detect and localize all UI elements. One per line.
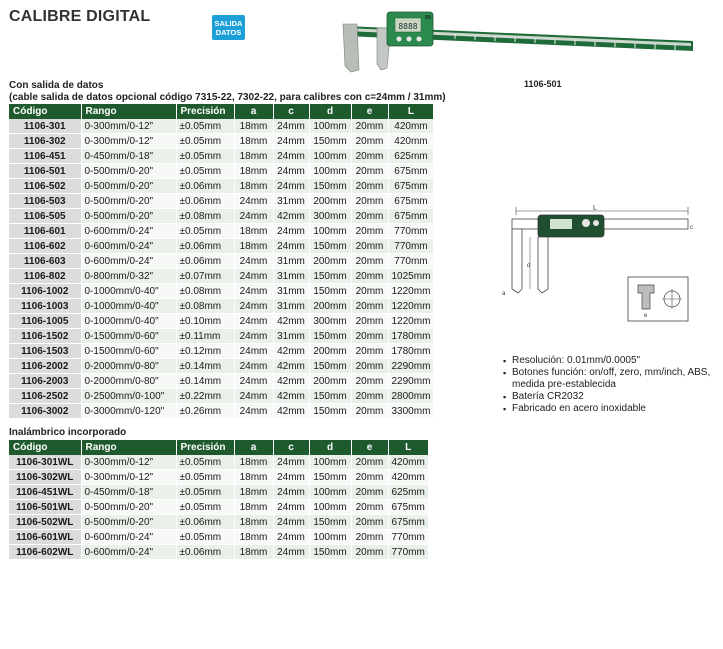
column-header: L [388, 104, 434, 119]
table-cell: 200mm [309, 374, 351, 389]
table-cell: 18mm [234, 239, 273, 254]
table-cell: 420mm [388, 470, 428, 485]
button-icon [397, 37, 402, 42]
table-cell: 20mm [351, 269, 388, 284]
table-cell: 0-600mm/0-24" [81, 545, 176, 560]
table-cell: 24mm [273, 470, 309, 485]
table-cell: 0-300mm/0-12" [81, 119, 176, 134]
table-cell: 24mm [273, 224, 309, 239]
table-cell: 24mm [273, 119, 309, 134]
feature-item: ▪ Fabricado en acero inoxidable [503, 403, 712, 415]
table-cell: 20mm [351, 239, 388, 254]
table-cell: 0-600mm/0-24" [81, 224, 176, 239]
cell-code: 1106-502WL [9, 515, 81, 530]
table-cell: 24mm [234, 404, 273, 419]
badge-line-1: SALIDA [214, 18, 243, 28]
table-cell: 0-300mm/0-12" [81, 455, 176, 470]
table-cell: 150mm [309, 329, 351, 344]
table-cell: 150mm [309, 134, 351, 149]
table-cell: 24mm [234, 359, 273, 374]
table-cell: 18mm [234, 119, 273, 134]
column-header: Código [9, 440, 81, 455]
spec-table-wireless [9, 440, 429, 560]
table-cell: 20mm [351, 134, 388, 149]
column-header: e [351, 440, 388, 455]
cell-code: 1106-2002 [9, 359, 81, 374]
table-row [9, 299, 434, 314]
cell-code: 1106-603 [9, 254, 81, 269]
table-row [9, 359, 434, 374]
label-a: a [502, 291, 506, 297]
table-cell: 20mm [351, 359, 388, 374]
table-cell: 0-600mm/0-24" [81, 254, 176, 269]
column-header: e [351, 104, 388, 119]
table-cell: 300mm [309, 209, 351, 224]
table-row [9, 329, 434, 344]
table-cell: 24mm [234, 194, 273, 209]
table-row [9, 389, 434, 404]
table-cell: 24mm [273, 455, 309, 470]
photo-caption: 1106-501 [524, 79, 562, 89]
label-c: c [690, 225, 693, 231]
cell-code: 1106-2003 [9, 374, 81, 389]
table-cell: 675mm [388, 515, 428, 530]
table-cell: 18mm [234, 134, 273, 149]
table-cell: 24mm [234, 389, 273, 404]
cell-code: 1106-1005 [9, 314, 81, 329]
table-cell: 20mm [351, 314, 388, 329]
table-cell: ±0.05mm [176, 134, 234, 149]
table-cell: 0-500mm/0-20" [81, 179, 176, 194]
table-cell: 625mm [388, 485, 428, 500]
table-cell: 675mm [388, 194, 434, 209]
table-cell: 0-1500mm/0-60" [81, 329, 176, 344]
table-cell: 675mm [388, 179, 434, 194]
table-cell: 20mm [351, 545, 388, 560]
table-cell: ±0.14mm [176, 359, 234, 374]
cell-code: 1106-1503 [9, 344, 81, 359]
table-row [9, 344, 434, 359]
table-cell: 150mm [309, 269, 351, 284]
table-cell: 42mm [273, 404, 309, 419]
table-cell: ±0.26mm [176, 404, 234, 419]
table-cell: 24mm [234, 329, 273, 344]
table-cell: 0-800mm/0-32" [81, 269, 176, 284]
table-row [9, 470, 428, 485]
table-cell: ±0.12mm [176, 344, 234, 359]
table-cell: 0-600mm/0-24" [81, 239, 176, 254]
table-cell: 150mm [309, 389, 351, 404]
cell-code: 1106-302 [9, 134, 81, 149]
feature-item: ▪ Resolución: 0.01mm/0.0005" [503, 355, 712, 367]
cell-code: 1106-302WL [9, 470, 81, 485]
table-cell: 20mm [351, 164, 388, 179]
table-cell: 20mm [351, 500, 388, 515]
table-cell: 1780mm [388, 344, 434, 359]
table-cell: 20mm [351, 455, 388, 470]
table-cell: ±0.14mm [176, 374, 234, 389]
table-cell: ±0.08mm [176, 284, 234, 299]
lcd-value: 8888 [398, 22, 418, 31]
column-header: d [309, 440, 351, 455]
table-cell: 24mm [273, 179, 309, 194]
column-header: Precisión [176, 104, 234, 119]
table-cell: 625mm [388, 149, 434, 164]
table-cell: 18mm [234, 149, 273, 164]
table-cell: ±0.06mm [176, 239, 234, 254]
table-cell: 31mm [273, 269, 309, 284]
table-cell: 20mm [351, 374, 388, 389]
table-cell: 1025mm [388, 269, 434, 284]
table-cell: 24mm [234, 299, 273, 314]
data-output-badge [212, 15, 245, 40]
table-row [9, 314, 434, 329]
table-row [9, 374, 434, 389]
badge-line-2: DATOS [215, 27, 242, 37]
table-cell: 18mm [234, 164, 273, 179]
table-cell: ±0.08mm [176, 299, 234, 314]
table-cell: ±0.10mm [176, 314, 234, 329]
table-cell: 18mm [234, 485, 273, 500]
table-cell: ±0.06mm [176, 194, 234, 209]
table-cell: 150mm [309, 404, 351, 419]
table-cell: 0-300mm/0-12" [81, 470, 176, 485]
table-cell: 420mm [388, 134, 434, 149]
table-cell: 100mm [309, 224, 351, 239]
table-cell: 100mm [309, 485, 351, 500]
cell-code: 1106-1002 [9, 284, 81, 299]
table-cell: 0-300mm/0-12" [81, 134, 176, 149]
table-cell: 0-600mm/0-24" [81, 530, 176, 545]
table-row [9, 269, 434, 284]
table-cell: 18mm [234, 530, 273, 545]
table-cell: 2290mm [388, 374, 434, 389]
section-title-line-2: (cable salida de datos opcional código 7315-22, 7302-22, para calibres con c=24mm / 31mm) [9, 92, 446, 103]
table-cell: 0-2500mm/0-100" [81, 389, 176, 404]
cell-code: 1106-802 [9, 269, 81, 284]
cell-code: 1106-451WL [9, 485, 81, 500]
table-cell: 1220mm [388, 314, 434, 329]
feature-item: ▪ Batería CR2032 [503, 391, 712, 403]
table-cell: 0-2000mm/0-80" [81, 374, 176, 389]
cell-code: 1106-602 [9, 239, 81, 254]
table-row [9, 164, 434, 179]
caliper-diagram [500, 205, 700, 327]
table-cell: 20mm [351, 179, 388, 194]
table-cell: 0-500mm/0-20" [81, 515, 176, 530]
table-cell: 200mm [309, 344, 351, 359]
table-cell: 150mm [309, 284, 351, 299]
table-row [9, 209, 434, 224]
table-row [9, 194, 434, 209]
spec-table-data-output [9, 104, 434, 419]
table-cell: 20mm [351, 515, 388, 530]
section-with-data-output-title [9, 80, 446, 104]
table-row [9, 254, 434, 269]
cell-code: 1106-502 [9, 179, 81, 194]
features-list [503, 355, 712, 415]
table-cell: 770mm [388, 530, 428, 545]
table-cell: 1780mm [388, 329, 434, 344]
table-cell: 24mm [273, 239, 309, 254]
table-cell: 200mm [309, 194, 351, 209]
column-header: a [234, 440, 273, 455]
table-cell: 150mm [309, 470, 351, 485]
table-cell: 24mm [234, 284, 273, 299]
table-cell: 1220mm [388, 284, 434, 299]
table-cell: ±0.06mm [176, 179, 234, 194]
table-row [9, 500, 428, 515]
table-cell: 420mm [388, 455, 428, 470]
table-cell: 770mm [388, 545, 428, 560]
column-header: Precisión [176, 440, 234, 455]
table-cell: ±0.05mm [176, 485, 234, 500]
cell-code: 1106-501WL [9, 500, 81, 515]
table-cell: 675mm [388, 500, 428, 515]
table-row [9, 179, 434, 194]
table-cell: 150mm [309, 359, 351, 374]
table-cell: 20mm [351, 209, 388, 224]
table-cell: ±0.07mm [176, 269, 234, 284]
table-cell: 100mm [309, 149, 351, 164]
table-cell: 24mm [234, 269, 273, 284]
label-d: d [527, 263, 531, 269]
table-cell: 18mm [234, 455, 273, 470]
table-cell: 31mm [273, 254, 309, 269]
table-cell: 420mm [388, 119, 434, 134]
section-title-line-1: Con salida de datos [9, 80, 104, 91]
table-cell: 0-2000mm/0-80" [81, 359, 176, 374]
table-cell: 31mm [273, 329, 309, 344]
cell-code: 1106-1003 [9, 299, 81, 314]
cell-code: 1106-505 [9, 209, 81, 224]
cell-code: 1106-2502 [9, 389, 81, 404]
table-cell: 20mm [351, 194, 388, 209]
table-cell: 0-1000mm/0-40" [81, 314, 176, 329]
cell-code: 1106-301WL [9, 455, 81, 470]
table-cell: 0-1000mm/0-40" [81, 299, 176, 314]
table-cell: 0-1000mm/0-40" [81, 284, 176, 299]
page-title: CALIBRE DIGITAL [9, 8, 151, 25]
table-row [9, 515, 428, 530]
table-cell: 20mm [351, 485, 388, 500]
table-cell: 20mm [351, 404, 388, 419]
column-header: L [388, 440, 428, 455]
table-cell: 20mm [351, 299, 388, 314]
table-cell: 150mm [309, 545, 351, 560]
table-cell: ±0.11mm [176, 329, 234, 344]
table-cell: 31mm [273, 284, 309, 299]
table-cell: 18mm [234, 179, 273, 194]
table-cell: 0-1500mm/0-60" [81, 344, 176, 359]
cell-code: 1106-601WL [9, 530, 81, 545]
table-cell: 18mm [234, 500, 273, 515]
table-cell: 24mm [234, 314, 273, 329]
table-cell: ±0.05mm [176, 149, 234, 164]
table-cell: 300mm [309, 314, 351, 329]
table-cell: ±0.06mm [176, 545, 234, 560]
table-cell: 100mm [309, 164, 351, 179]
table-cell: 20mm [351, 284, 388, 299]
cell-code: 1106-1502 [9, 329, 81, 344]
table-cell: 150mm [309, 239, 351, 254]
table-cell: 20mm [351, 224, 388, 239]
table-cell: 24mm [273, 134, 309, 149]
table-cell: ±0.05mm [176, 530, 234, 545]
column-header: c [273, 104, 309, 119]
column-header: Rango [81, 440, 176, 455]
table-cell: 770mm [388, 239, 434, 254]
column-header: Código [9, 104, 81, 119]
caliper-photo [335, 6, 700, 76]
cell-code: 1106-501 [9, 164, 81, 179]
table-cell: 150mm [309, 179, 351, 194]
cell-code: 1106-451 [9, 149, 81, 164]
table-cell: ±0.06mm [176, 515, 234, 530]
table-cell: 42mm [273, 314, 309, 329]
table-cell: 24mm [273, 164, 309, 179]
table-cell: 18mm [234, 224, 273, 239]
table-cell: 24mm [234, 374, 273, 389]
table-cell: 3300mm [388, 404, 434, 419]
table-cell: 2290mm [388, 359, 434, 374]
table-cell: 31mm [273, 194, 309, 209]
table-cell: 0-450mm/0-18" [81, 149, 176, 164]
table-cell: 675mm [388, 209, 434, 224]
table-cell: 0-3000mm/0-120" [81, 404, 176, 419]
section-wireless-title: Inalámbrico incorporado [9, 427, 127, 438]
table-cell: 24mm [273, 149, 309, 164]
table-row [9, 224, 434, 239]
table-cell: 20mm [351, 329, 388, 344]
table-cell: 31mm [273, 299, 309, 314]
table-cell: 100mm [309, 500, 351, 515]
table-cell: ±0.08mm [176, 209, 234, 224]
table-cell: 24mm [273, 515, 309, 530]
table-row [9, 485, 428, 500]
table-row [9, 545, 428, 560]
table-cell: 20mm [351, 530, 388, 545]
table-cell: 42mm [273, 359, 309, 374]
table-cell: 24mm [273, 500, 309, 515]
table-cell: 24mm [234, 209, 273, 224]
table-cell: 0-500mm/0-20" [81, 209, 176, 224]
table-cell: 100mm [309, 455, 351, 470]
table-cell: 770mm [388, 254, 434, 269]
table-cell: ±0.05mm [176, 470, 234, 485]
table-cell: ±0.22mm [176, 389, 234, 404]
button-icon [407, 37, 412, 42]
table-cell: 24mm [234, 344, 273, 359]
button-icon [417, 37, 422, 42]
cell-code: 1106-602WL [9, 545, 81, 560]
label-e: e [644, 313, 648, 319]
table-cell: 675mm [388, 164, 434, 179]
table-cell: 0-450mm/0-18" [81, 485, 176, 500]
table-cell: 770mm [388, 224, 434, 239]
table-cell: 2800mm [388, 389, 434, 404]
table-row [9, 149, 434, 164]
table-cell: 42mm [273, 344, 309, 359]
column-header: a [234, 104, 273, 119]
table-cell: 42mm [273, 374, 309, 389]
table-cell: 150mm [309, 515, 351, 530]
table-cell: 200mm [309, 299, 351, 314]
table-cell: 42mm [273, 209, 309, 224]
table-row [9, 404, 434, 419]
table-cell: 24mm [234, 254, 273, 269]
table-cell: ±0.05mm [176, 224, 234, 239]
cell-code: 1106-3002 [9, 404, 81, 419]
table-row [9, 284, 434, 299]
cell-code: 1106-301 [9, 119, 81, 134]
table-row [9, 530, 428, 545]
table-cell: ±0.05mm [176, 119, 234, 134]
table-cell: 20mm [351, 389, 388, 404]
cell-code: 1106-503 [9, 194, 81, 209]
table-cell: ±0.05mm [176, 455, 234, 470]
label-L: L [593, 205, 597, 212]
cell-code: 1106-601 [9, 224, 81, 239]
table-cell: 20mm [351, 344, 388, 359]
table-cell: 0-500mm/0-20" [81, 164, 176, 179]
table-row [9, 134, 434, 149]
column-header: d [309, 104, 351, 119]
table-cell: ±0.05mm [176, 500, 234, 515]
table-cell: 24mm [273, 545, 309, 560]
table-cell: 100mm [309, 119, 351, 134]
table-cell: 20mm [351, 254, 388, 269]
table-cell: 0-500mm/0-20" [81, 194, 176, 209]
table-cell: 100mm [309, 530, 351, 545]
column-header: c [273, 440, 309, 455]
table-cell: 42mm [273, 389, 309, 404]
table-cell: ±0.06mm [176, 254, 234, 269]
table-cell: 0-500mm/0-20" [81, 500, 176, 515]
table-cell: 20mm [351, 470, 388, 485]
feature-item: ▪ Botones función: on/off, zero, mm/inch, ABS, medida pre-establecida [503, 367, 712, 391]
table-row [9, 239, 434, 254]
table-cell: 1220mm [388, 299, 434, 314]
table-cell: 20mm [351, 119, 388, 134]
table-cell: 18mm [234, 515, 273, 530]
column-header: Rango [81, 104, 176, 119]
table-row [9, 119, 434, 134]
table-cell: 24mm [273, 485, 309, 500]
table-row [9, 455, 428, 470]
table-cell: ±0.05mm [176, 164, 234, 179]
table-cell: 200mm [309, 254, 351, 269]
table-cell: 24mm [273, 530, 309, 545]
table-cell: 18mm [234, 470, 273, 485]
table-cell: 20mm [351, 149, 388, 164]
table-cell: 18mm [234, 545, 273, 560]
